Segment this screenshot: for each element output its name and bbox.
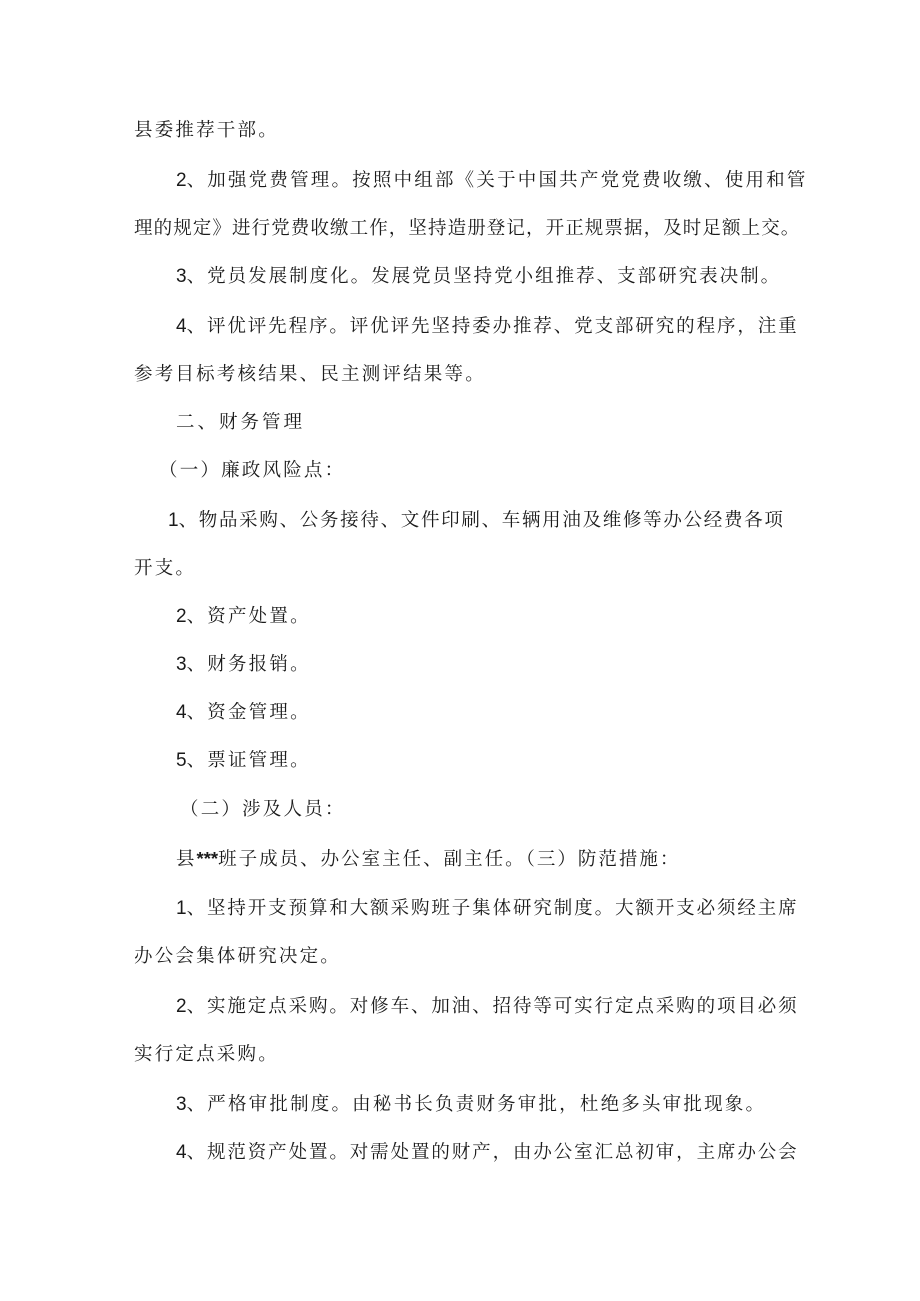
item-number: 4 [176, 1142, 187, 1163]
item-number: 2 [176, 170, 187, 191]
item-number: 5 [176, 750, 187, 771]
subsection-heading [180, 797, 346, 823]
section-heading [176, 410, 305, 436]
line-text: 开支。 [134, 558, 197, 579]
section-title: 二、财务管理 [176, 412, 306, 433]
item-number: 1 [168, 510, 179, 531]
list-item-4-line [176, 700, 311, 726]
line-text: 、资产处置。 [186, 606, 311, 627]
subsection-title: （一）廉政风险点： [159, 460, 346, 481]
line-text: 、实施定点采购。对修车、加油、招待等可实行定点采购的项目必须 [186, 996, 799, 1017]
list-item-5-line [176, 748, 311, 774]
paragraph-line [176, 846, 680, 873]
list-item-3-line [176, 1092, 766, 1118]
paragraph-line [134, 556, 196, 582]
line-text: 、财务报销。 [186, 654, 311, 675]
line-text: 、严格审批制度。由秘书长负责财务审批，杜绝多头审批现象。 [186, 1094, 767, 1115]
line-text: 参考目标考核结果、民主测评结果等。 [134, 364, 486, 385]
paragraph-line [134, 362, 486, 388]
line-prefix: 县 [176, 849, 197, 870]
line-text: 、物品采购、公务接待、文件印刷、车辆用油及维修等办公经费各项 [178, 510, 785, 531]
item-number: 2 [176, 606, 187, 627]
line-text: 、党员发展制度化。发展党员坚持党小组推荐、支部研究表决制。 [186, 266, 782, 287]
list-item-4-line [176, 314, 799, 340]
paragraph-line [134, 216, 800, 242]
list-item-2-line [176, 604, 311, 630]
item-number: 2 [176, 996, 187, 1017]
line-text: 实行定点采购。 [134, 1044, 279, 1065]
list-item-2-line [176, 168, 808, 194]
item-number: 4 [176, 702, 187, 723]
list-item-4-line [176, 1140, 799, 1166]
paragraph-line [134, 118, 279, 144]
line-text: 办公会集体研究决定。 [134, 946, 342, 967]
line-text: 班子成员、办公室主任、副主任。（三）防范措施： [218, 849, 681, 870]
list-item-2-line [176, 994, 799, 1020]
line-text: 、坚持开支预算和大额采购班子集体研究制度。大额开支必须经主席 [186, 898, 799, 919]
list-item-1-line [176, 896, 799, 922]
line-text: 、评优评先程序。评优评先坚持委办推荐、党支部研究的程序，注重 [186, 316, 799, 337]
list-item-3-line [176, 264, 781, 290]
list-item-1-line [168, 508, 785, 534]
line-text: 理的规定》进行党费收缴工作，坚持造册登记，开正规票据，及时足额上交。 [134, 218, 801, 239]
redacted-name: *** [196, 848, 219, 869]
line-text: 、资金管理。 [186, 702, 311, 723]
list-item-3-line [176, 652, 311, 678]
paragraph-line [134, 1042, 279, 1068]
line-text: 、加强党费管理。按照中组部《关于中国共产党党费收缴、使用和管 [186, 170, 808, 191]
item-number: 3 [176, 266, 187, 287]
line-text: 、规范资产处置。对需处置的财产，由办公室汇总初审，主席办公会 [186, 1142, 799, 1163]
subsection-heading [159, 458, 345, 484]
paragraph-line [134, 944, 341, 970]
line-text: 、票证管理。 [186, 750, 311, 771]
line-text: 县委推荐干部。 [134, 120, 279, 141]
item-number: 4 [176, 316, 187, 337]
item-number: 1 [176, 898, 187, 919]
item-number: 3 [176, 654, 187, 675]
subsection-title: （二）涉及人员： [180, 799, 346, 820]
item-number: 3 [176, 1094, 187, 1115]
